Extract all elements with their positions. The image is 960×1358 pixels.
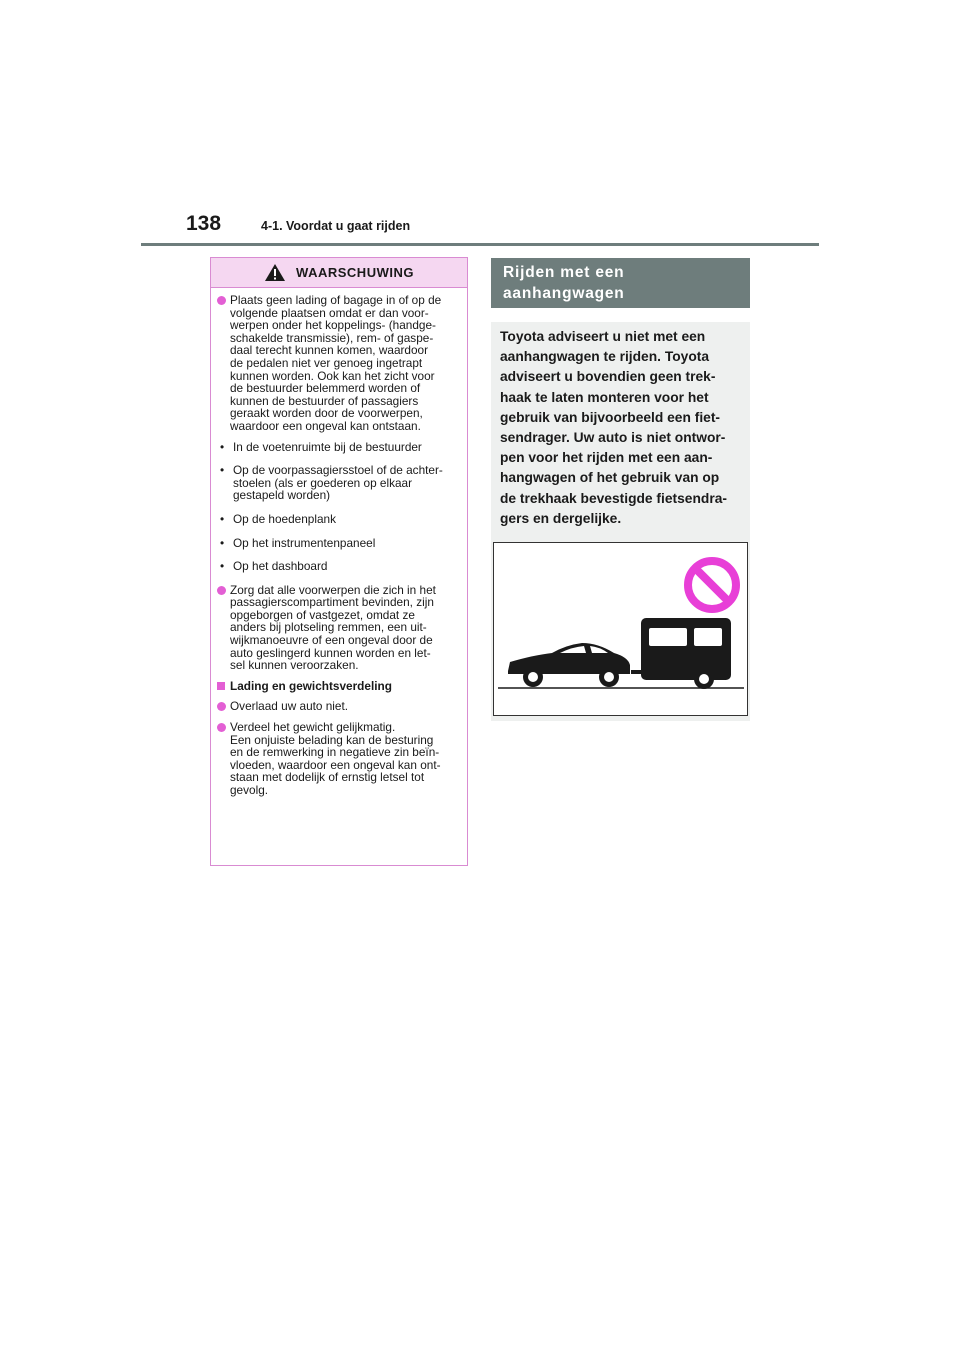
bullet-mark: • [220, 559, 225, 574]
warning-item-text: Op het dashboard [233, 559, 328, 574]
prohibition-sign-icon [688, 561, 736, 609]
warning-sub-item [217, 537, 459, 550]
warning-item-text: In de voetenruimte bij de bestuurder [233, 439, 422, 454]
warning-item [217, 294, 459, 433]
dot-bullet-icon [217, 702, 226, 711]
warning-item-text: Op het instrumentenpaneel [233, 535, 376, 550]
warning-header [211, 258, 467, 288]
section-title: 4-1. Voordat u gaat rijden [261, 219, 411, 233]
towing-section-heading: Rijden met een aanhangwagen [491, 258, 750, 308]
warning-item-text: Plaats geen lading of bagage in of op de volgende plaatsen omdat er dan voor- werpen onder het koppelings- (handge- schakelde transmissie), rem- of gaspe- daal terecht kunnen komen, waardoor de pedalen niet ver genoeg ingetrapt kunnen worden. Ook kan het zicht voor de bestuurder belemmerd worden of kunnen de bestuurder of passagiers geraakt worden door de voorwerpen, waardoor een ongeval kan ontstaan. [230, 293, 442, 433]
warning-title: WAARSCHUWING [296, 265, 414, 280]
warning-subheading [217, 680, 459, 693]
square-bullet-icon [217, 682, 225, 690]
warning-item-text: Lading en gewichtsverdeling [230, 678, 392, 693]
dot-bullet-icon [217, 296, 226, 305]
dot-bullet-icon [217, 723, 226, 732]
towing-body-text: Toyota adviseert u niet met een aanhangwagen te rijden. Toyota adviseert u bovendien geen trek- haak te laten monteren voor het gebruik van bijvoorbeeld een fiet- sendrager. Uw auto is niet ontwor- pen voor het rijden met een aan- hangwagen of het gebruik van op de trekhaak bevestigde fietsendra- gers en dergelijke. [500, 329, 727, 526]
header-rule [141, 243, 819, 246]
bullet-mark: • [220, 439, 225, 454]
caravan-icon [631, 618, 731, 689]
page-number: 138 [186, 212, 222, 235]
warning-item-text: Op de voorpassagiersstoel of de achter- stoelen (als er goederen op elkaar gestapeld worden) [233, 463, 443, 503]
warning-item [217, 584, 459, 672]
warning-item-text: Zorg dat alle voorwerpen die zich in het passagierscompartiment bevinden, zijn opgeborgen of vastgezet, omdat ze anders bij plotseling remmen, een uit- wijkmanoeuvre of een ongeval door de auto geslingerd kunnen worden en let- sel kunnen veroorzaken. [230, 582, 436, 673]
towing-panel [491, 322, 750, 721]
warning-sub-item [217, 464, 459, 502]
warning-item [217, 700, 459, 713]
warning-box [210, 257, 468, 866]
bullet-mark: • [220, 511, 225, 526]
warning-sub-item [217, 560, 459, 573]
towing-illustration [493, 542, 748, 716]
warning-body [211, 288, 467, 797]
warning-item-text: Verdeel het gewicht gelijkmatig. Een onjuiste belading kan de besturing en de remwerking in negatieve zin beïn- vloeden, waardoor een ongeval kan ont- staan met dodelijk of ernstig letsel tot gevolg. [230, 720, 441, 797]
bullet-mark: • [220, 535, 225, 550]
car-icon [508, 643, 630, 687]
bullet-mark: • [220, 463, 225, 478]
warning-item-text: Overlaad uw auto niet. [230, 699, 349, 714]
warning-sub-item [217, 513, 459, 526]
warning-item [217, 721, 459, 797]
warning-triangle-icon [264, 263, 286, 282]
warning-item-text: Op de hoedenplank [233, 511, 336, 526]
dot-bullet-icon [217, 586, 226, 595]
warning-sub-item [217, 441, 459, 454]
